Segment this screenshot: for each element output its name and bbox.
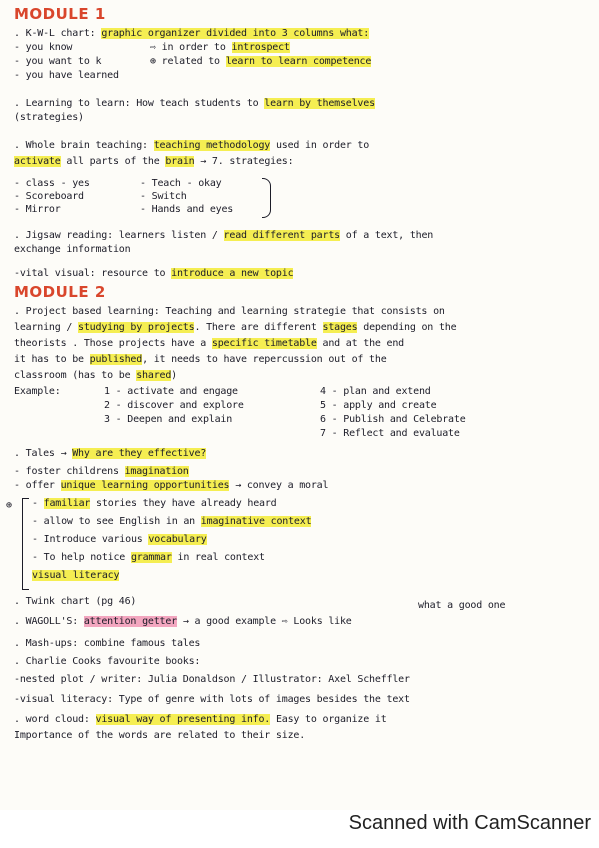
tales-bracket — [22, 498, 29, 590]
strategy-item: - Scoreboard — [14, 191, 84, 202]
plus-circle-icon: ⊕ — [6, 500, 12, 511]
module-2-heading: MODULE 2 — [14, 283, 106, 301]
pbl-line-3: theorists . Those projects have a specific timetable and at the end — [14, 338, 404, 349]
pbl-line-2: learning / studying by projects. There are different stages depending on the — [14, 322, 457, 333]
visual-literacy-line: -visual literacy: Type of genre with lots of images besides the text — [14, 694, 410, 705]
strategy-item: - Hands and eyes — [140, 204, 234, 215]
mashups-line: . Mash-ups: combine famous tales — [14, 638, 201, 649]
whole-brain-line-2: activate all parts of the brain → 7. strategies: — [14, 156, 294, 167]
kwl-line-1: . K-W-L chart: graphic organizer divided into 3 columns what: — [14, 28, 370, 39]
module-1-heading: MODULE 1 — [14, 5, 106, 23]
tales-item: - familiar stories they have already heard — [32, 498, 277, 509]
tales-line-3: - offer unique learning opportunities → convey a moral — [14, 480, 329, 491]
strategy-item: - class - yes — [14, 178, 90, 189]
twink-chart-line: . Twink chart (pg 46) — [14, 596, 137, 607]
kwl-arrow-note: ⇨ in order to introspect — [150, 42, 290, 53]
tales-heading: . Tales → Why are they effective? — [14, 448, 207, 459]
wagoll-note: what a good one — [418, 600, 506, 611]
word-cloud-line-1: . word cloud: visual way of presenting info. Easy to organize it — [14, 714, 387, 725]
charlie-line: . Charlie Cooks favourite books: — [14, 656, 201, 667]
scanner-watermark: Scanned with CamScanner — [348, 812, 591, 834]
example-step: 1 - activate and engage — [104, 386, 238, 397]
learning-line-1: . Learning to learn: How teach students to learn by themselves — [14, 98, 375, 109]
strategy-item: - Teach - okay — [140, 178, 222, 189]
example-step: 7 - Reflect and evaluate — [320, 428, 460, 439]
example-step: 4 - plan and extend — [320, 386, 431, 397]
kwl-line-3: - you want to k — [14, 56, 102, 67]
example-label: Example: — [14, 386, 61, 397]
pbl-line-1: . Project based learning: Teaching and learning strategie that consists on — [14, 306, 445, 317]
word-cloud-line-2: Importance of the words are related to their size. — [14, 730, 306, 741]
kwl-plus-note: ⊕ related to learn to learn competence — [150, 56, 372, 67]
kwl-line-4: - you have learned — [14, 70, 119, 81]
strategy-item: - Switch — [140, 191, 187, 202]
nested-plot-line: -nested plot / writer: Julia Donaldson / Illustrator: Axel Scheffler — [14, 674, 410, 685]
strategy-item: - Mirror — [14, 204, 61, 215]
example-step: 5 - apply and create — [320, 400, 437, 411]
plus-circle-icon: ⊕ — [150, 56, 162, 67]
tales-line-2: - foster childrens imagination — [14, 466, 189, 477]
kwl-line-2: - you know — [14, 42, 73, 53]
pbl-line-4: it has to be published, it needs to have repercussion out of the — [14, 354, 387, 365]
arrow-icon: ⇨ — [150, 42, 162, 53]
wagoll-line: . WAGOLL'S: attention getter → a good example ⇨ Looks like — [14, 616, 352, 627]
vital-visual-line: -vital visual: resource to introduce a new topic — [14, 268, 294, 279]
jigsaw-line-1: . Jigsaw reading: learners listen / read different parts of a text, then — [14, 230, 434, 241]
whole-brain-line-1: . Whole brain teaching: teaching methodology used in order to — [14, 140, 370, 151]
learning-line-2: (strategies) — [14, 112, 84, 123]
jigsaw-line-2: exchange information — [14, 244, 131, 255]
pbl-line-5: classroom (has to be shared) — [14, 370, 177, 381]
tales-item: - To help notice grammar in real context — [32, 552, 265, 563]
example-step: 6 - Publish and Celebrate — [320, 414, 466, 425]
tales-item: - allow to see English in an imaginative context — [32, 516, 312, 527]
tales-item: - Introduce various vocabulary — [32, 534, 207, 545]
tales-item: visual literacy — [32, 570, 120, 581]
example-step: 2 - discover and explore — [104, 400, 244, 411]
strategies-bracket — [262, 178, 271, 218]
example-step: 3 - Deepen and explain — [104, 414, 233, 425]
